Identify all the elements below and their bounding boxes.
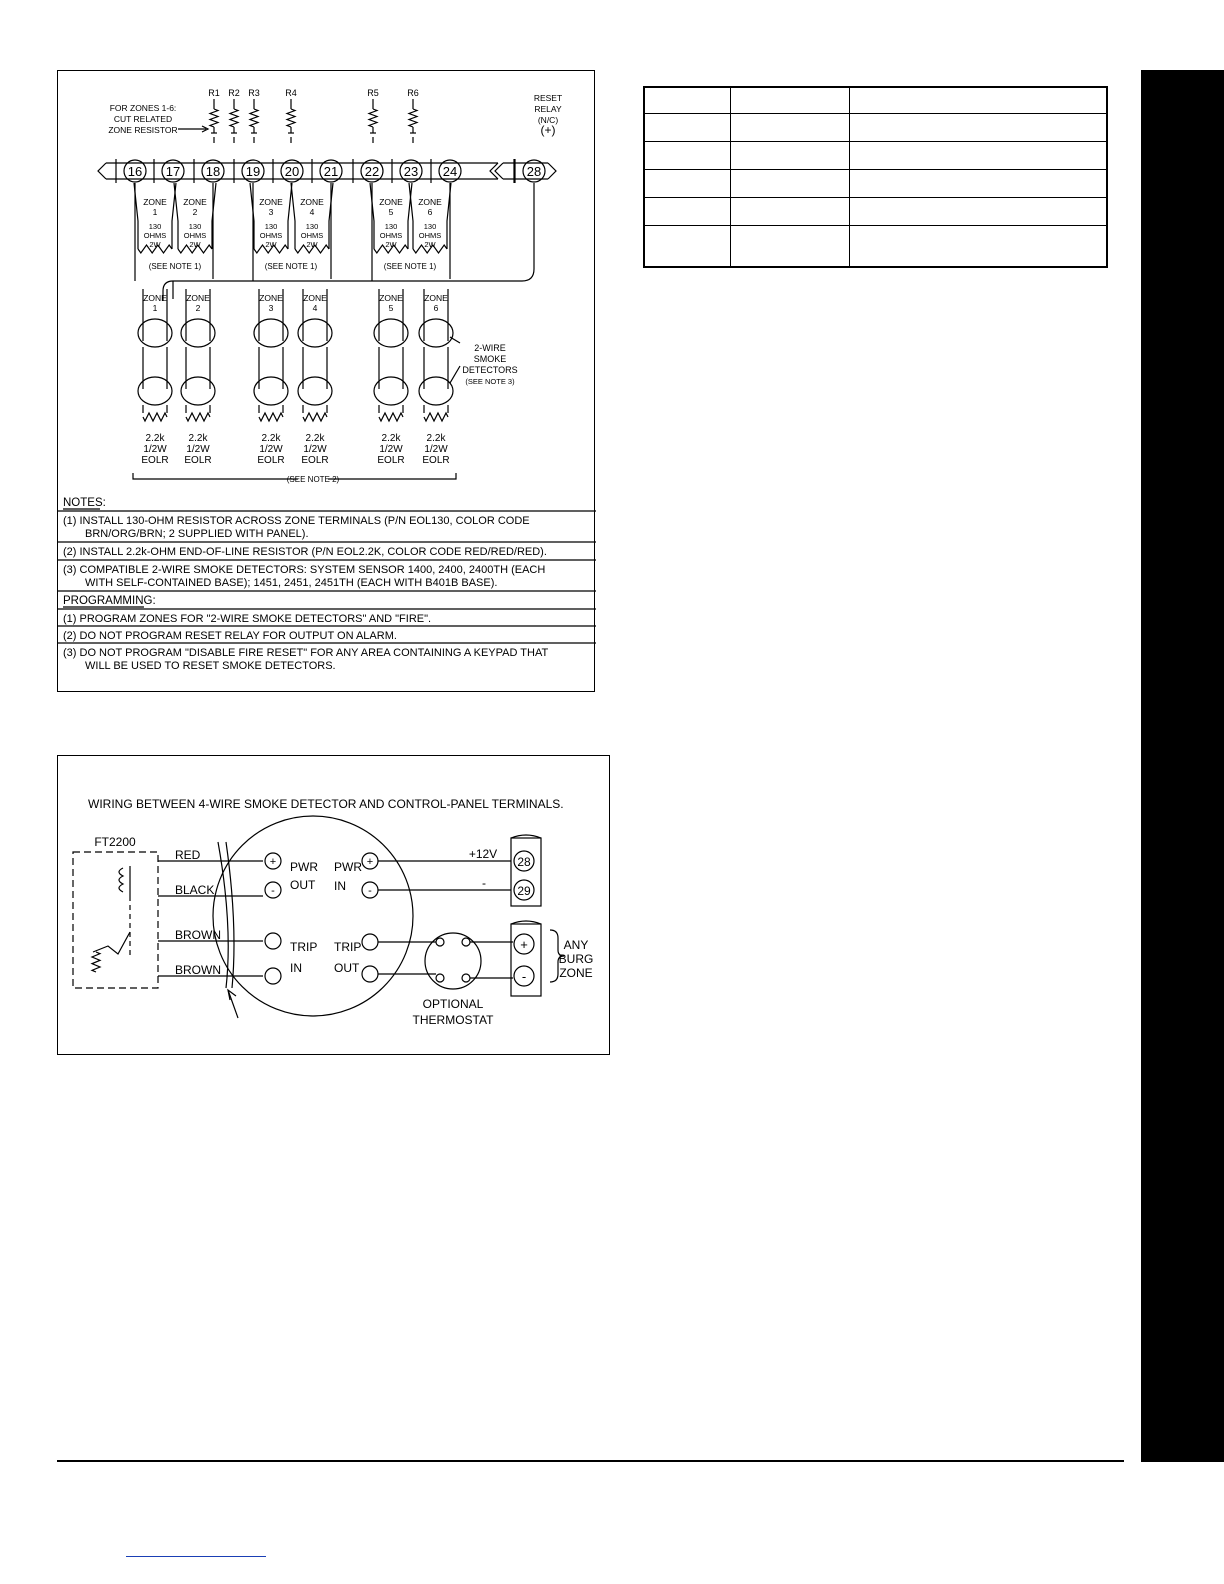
ohm-label: OHMS <box>143 231 167 240</box>
smoke-detector <box>298 377 332 405</box>
detector-leads-mid <box>379 347 403 389</box>
resistor-symbol <box>210 109 218 127</box>
trip-in-label: IN <box>290 961 302 975</box>
zone-number: 5 <box>388 207 394 217</box>
thermostat-label: OPTIONAL <box>422 997 484 1011</box>
eolr-label: EOLR <box>184 455 212 466</box>
thermostat-label: THERMOSTAT <box>412 1013 494 1027</box>
eolr-resistor <box>143 413 167 421</box>
supply-minus-label: - <box>482 876 486 890</box>
programming-text: (3) DO NOT PROGRAM "DISABLE FIRE RESET" FOR ANY AREA CONTAINING A KEYPAD THAT <box>63 647 549 659</box>
detector-pointer <box>450 366 460 383</box>
note-text: (2) INSTALL 2.2k-OHM END-OF-LINE RESISTOR (P/N EOL2.2K, COLOR CODE RED/RED/RED). <box>63 546 547 558</box>
strip-break-left <box>98 163 106 179</box>
burg-zone-label: ZONE <box>559 966 593 980</box>
trip-out-terminal <box>362 966 378 982</box>
note-text: (1) INSTALL 130-OHM RESISTOR ACROSS ZONE TERMINALS (P/N EOL130, COLOR CODE <box>63 515 530 527</box>
eolr-resistor <box>379 413 403 421</box>
see-note-1: (SEE NOTE 1) <box>148 262 202 271</box>
smoke-detector <box>181 377 215 405</box>
detector-label: DETECTORS <box>462 365 518 375</box>
trip-out-label: TRIP <box>334 940 362 954</box>
burg-plus-sign: + <box>520 937 528 952</box>
strip-break-right <box>490 163 498 179</box>
cut-note-line: ZONE RESISTOR <box>108 125 178 135</box>
zone-label: ZONE <box>259 197 283 207</box>
detector-leads-lower <box>186 405 210 413</box>
zone-number: 3 <box>268 207 274 217</box>
eolr-label: EOLR <box>301 455 329 466</box>
note-text: BRN/ORG/BRN; 2 SUPPLIED WITH PANEL). <box>85 528 309 540</box>
ohm-label: 2W <box>385 240 397 249</box>
thermostat-pin <box>436 938 444 946</box>
eolr-label: 2.2k <box>305 433 325 444</box>
eolr-label: 1/2W <box>143 444 167 455</box>
cut-note-line: FOR ZONES 1-6: <box>109 103 177 113</box>
footer-link-underline <box>126 1556 266 1557</box>
eolr-label: 1/2W <box>186 444 210 455</box>
ohm-label: 2W <box>189 240 201 249</box>
two-wire-wiring-diagram <box>57 70 595 692</box>
two-wire-diagram-canvas <box>58 71 596 693</box>
zone-label: ZONE <box>379 197 403 207</box>
detector-leads-mid <box>259 347 283 389</box>
detector-leads-mid <box>143 347 167 389</box>
detector-zone-label: ZONE <box>379 293 403 303</box>
eolr-label: 2.2k <box>188 433 208 444</box>
notes-heading: NOTES: <box>63 497 106 509</box>
panel-terminal-29-label: 29 <box>517 884 531 898</box>
terminal-20: 20 <box>284 164 300 179</box>
resistor-symbol <box>409 109 417 127</box>
trip-out-terminal <box>362 934 378 950</box>
zone-label: ZONE <box>183 197 207 207</box>
note-text: (3) COMPATIBLE 2-WIRE SMOKE DETECTORS: SYSTEM SENSOR 1400, 2400, 2400TH (EACH <box>63 564 546 576</box>
ohm-label: OHMS <box>300 231 324 240</box>
terminal-24: 24 <box>442 164 458 179</box>
eolr-label: 1/2W <box>379 444 403 455</box>
supply-12v-label: +12V <box>468 847 498 861</box>
module-label: FT2200 <box>94 835 136 849</box>
four-wire-wiring-diagram <box>57 755 610 1055</box>
terminal-18: 18 <box>205 164 221 179</box>
pwr-in-plus-sign: + <box>366 856 374 868</box>
ohm-label: OHMS <box>418 231 442 240</box>
reset-relay-label: (+) <box>540 123 556 137</box>
module-dashed-box <box>73 852 158 988</box>
zone-block-left <box>291 183 295 249</box>
eolr-resistor <box>186 413 210 421</box>
strip-break-end <box>548 163 556 179</box>
eolr-label: EOLR <box>257 455 285 466</box>
trip-in-label: TRIP <box>290 940 318 954</box>
zone-number: 6 <box>427 207 433 217</box>
ohm-label: 2W <box>265 240 277 249</box>
see-note-3: (SEE NOTE 3) <box>465 377 515 386</box>
zone-block-left <box>174 183 178 249</box>
panel-terminal-28-label: 28 <box>517 855 531 869</box>
pwr-out-label: OUT <box>290 878 316 892</box>
terminal-21: 21 <box>323 164 339 179</box>
resistor-label-r2: R2 <box>228 88 240 98</box>
smoke-detector <box>138 377 172 405</box>
reset-relay-label: RELAY <box>534 104 562 114</box>
zone-block-right <box>288 183 292 249</box>
resistor-label-r3: R3 <box>248 88 260 98</box>
cut-note-line: CUT RELATED <box>113 114 173 124</box>
eolr-label: EOLR <box>141 455 169 466</box>
detector-leads-lower <box>424 405 448 413</box>
programming-text: (1) PROGRAM ZONES FOR "2-WIRE SMOKE DETECTORS" AND "FIRE". <box>63 613 432 625</box>
blank-table <box>643 86 1108 268</box>
module-contact <box>93 932 130 954</box>
programming-heading: PROGRAMMING: <box>63 595 156 607</box>
burg-minus-sign: - <box>521 969 527 984</box>
burg-zone-label: ANY <box>563 938 589 952</box>
detector-zone-label: ZONE <box>424 293 448 303</box>
terminal-22: 22 <box>364 164 380 179</box>
four-wire-diagram-canvas <box>58 756 611 1056</box>
thermostat-pin <box>462 938 470 946</box>
ohm-label: 130 <box>384 222 398 231</box>
pwr-in-minus-sign: - <box>368 885 372 897</box>
trip-in-terminal <box>265 968 281 984</box>
ohm-label: OHMS <box>259 231 283 240</box>
zone-label: ZONE <box>143 197 167 207</box>
detector-label: 2-WIRE <box>474 343 506 353</box>
terminal-16: 16 <box>127 164 143 179</box>
see-note-2: (SEE NOTE 2) <box>286 475 340 484</box>
zone-label: ZONE <box>300 197 324 207</box>
pwr-in-label: PWR <box>334 860 362 874</box>
eolr-label: 2.2k <box>145 433 165 444</box>
detector-zone-label: ZONE <box>259 293 283 303</box>
smoke-detector <box>254 377 288 405</box>
zone-number: 1 <box>152 207 158 217</box>
wire-label-black: BLACK <box>175 883 215 897</box>
resistor-label-r1: R1 <box>208 88 220 98</box>
wire-label-red: RED <box>175 848 201 862</box>
see-note-1: (SEE NOTE 1) <box>264 262 318 271</box>
four-wire-title: WIRING BETWEEN 4-WIRE SMOKE DETECTOR AND CONTROL-PANEL TERMINALS. <box>88 797 564 811</box>
eolr-label: 2.2k <box>381 433 401 444</box>
detector-leads-lower <box>303 405 327 413</box>
see-note-1: (SEE NOTE 1) <box>383 262 437 271</box>
module-resistor <box>92 952 100 972</box>
detector-body <box>213 816 413 1016</box>
note2-bracket-left <box>133 473 298 479</box>
programming-text: WILL BE USED TO RESET SMOKE DETECTORS. <box>85 660 336 672</box>
eolr-label: EOLR <box>377 455 405 466</box>
detector-zone-number: 3 <box>268 303 274 313</box>
note-text: WITH SELF-CONTAINED BASE); 1451, 2451, 2451TH (EACH WITH B401B BASE). <box>85 577 498 589</box>
pwr-in-label: IN <box>334 879 346 893</box>
reset-relay-label: (N/C) <box>537 115 559 125</box>
eolr-label: EOLR <box>422 455 450 466</box>
detector-zone-number: 5 <box>388 303 394 313</box>
thermostat-pin <box>462 974 470 982</box>
zone-number: 4 <box>309 207 315 217</box>
cable-pointer-head <box>228 990 236 1000</box>
section-tab <box>1141 70 1224 1462</box>
resistor-symbol <box>250 109 258 127</box>
zone-number: 2 <box>192 207 198 217</box>
module-coil <box>119 868 123 892</box>
resistor-label-r5: R5 <box>367 88 379 98</box>
ohm-label: 130 <box>148 222 162 231</box>
detector-zone-label: ZONE <box>303 293 327 303</box>
ohm-label: 2W <box>306 240 318 249</box>
resistor-label-r6: R6 <box>407 88 419 98</box>
zone-label: ZONE <box>418 197 442 207</box>
ohm-label: 130 <box>188 222 202 231</box>
pwr-out-plus-sign: + <box>269 856 277 868</box>
wire-label-brown: BROWN <box>175 928 221 942</box>
eolr-resistor <box>259 413 283 421</box>
reset-bus <box>163 183 534 301</box>
pwr-out-minus-sign: - <box>271 885 275 897</box>
thermostat-pin <box>436 974 444 982</box>
resistor-symbol <box>230 109 238 127</box>
eolr-label: 1/2W <box>424 444 448 455</box>
ohm-label: 130 <box>423 222 437 231</box>
eolr-label: 1/2W <box>259 444 283 455</box>
eolr-resistor <box>303 413 327 421</box>
trip-out-label: OUT <box>334 961 360 975</box>
eolr-label: 1/2W <box>303 444 327 455</box>
detector-leads-mid <box>424 347 448 389</box>
terminal-23: 23 <box>403 164 419 179</box>
resistor-symbol <box>287 109 295 127</box>
eolr-resistor <box>424 413 448 421</box>
detector-zone-label: ZONE <box>143 293 167 303</box>
ohm-label: 130 <box>264 222 278 231</box>
detector-zone-number: 1 <box>152 303 158 313</box>
detector-leads-mid <box>186 347 210 389</box>
terminal-17: 17 <box>165 164 181 179</box>
resistor-label-r4: R4 <box>285 88 297 98</box>
terminal-19: 19 <box>245 164 261 179</box>
terminal-28: 28 <box>526 164 542 179</box>
detector-leads-mid <box>303 347 327 389</box>
wire-label-brown: BROWN <box>175 963 221 977</box>
ohm-label: 2W <box>424 240 436 249</box>
eolr-label: 2.2k <box>426 433 446 444</box>
reset-relay-label: RESET <box>533 93 563 103</box>
detector-zone-number: 6 <box>433 303 439 313</box>
resistor-symbol <box>369 109 377 127</box>
trip-in-terminal <box>265 933 281 949</box>
detector-zone-number: 2 <box>195 303 201 313</box>
detector-zone-label: ZONE <box>186 293 210 303</box>
eolr-label: 2.2k <box>261 433 281 444</box>
smoke-detector <box>419 377 453 405</box>
smoke-detector <box>374 377 408 405</box>
detector-leads-lower <box>379 405 403 413</box>
burg-zone-label: BURG <box>558 952 594 966</box>
detector-label: SMOKE <box>473 354 507 364</box>
detector-zone-number: 4 <box>312 303 318 313</box>
pwr-out-label: PWR <box>290 860 318 874</box>
ohm-label: OHMS <box>183 231 207 240</box>
ohm-label: 130 <box>305 222 319 231</box>
detector-leads-lower <box>143 405 167 413</box>
programming-text: (2) DO NOT PROGRAM RESET RELAY FOR OUTPUT ON ALARM. <box>63 630 397 642</box>
ohm-label: OHMS <box>379 231 403 240</box>
detector-leads-lower <box>259 405 283 413</box>
note2-bracket-right <box>328 473 456 479</box>
footer-rule <box>57 1460 1124 1462</box>
ohm-label: 2W <box>149 240 161 249</box>
